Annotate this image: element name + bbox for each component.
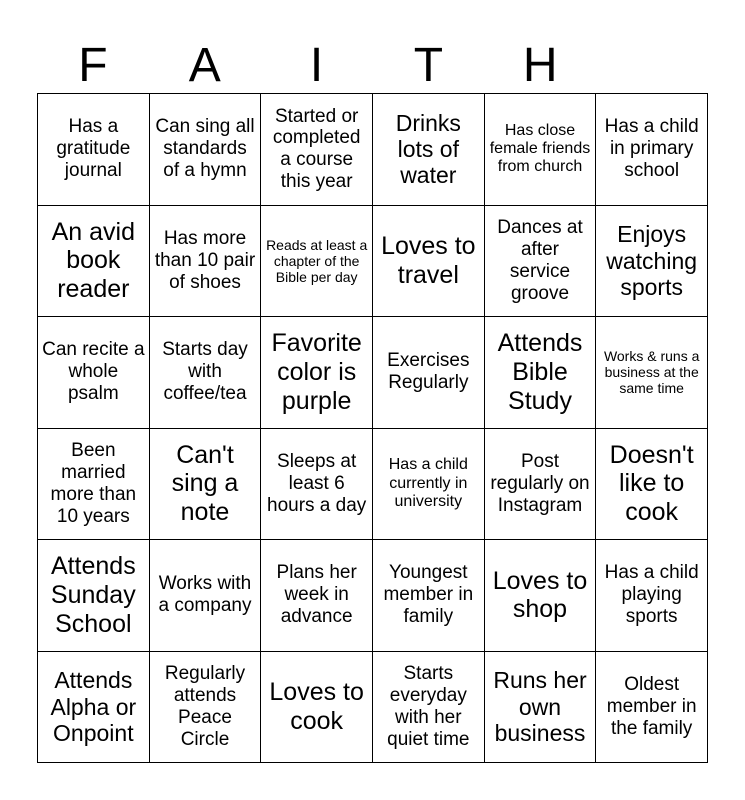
cell-text: Youngest member in family [383, 562, 474, 628]
cell-text: An avid book reader [51, 217, 136, 304]
bingo-cell[interactable] [485, 317, 597, 429]
cell-text: Can sing all standards of a hymn [155, 116, 255, 182]
bingo-cell[interactable] [261, 540, 373, 652]
bingo-cell[interactable] [485, 206, 597, 318]
cell-text: Enjoys watching sports [606, 221, 698, 300]
cell-text: Has more than 10 pair of shoes [154, 227, 256, 293]
bingo-cell[interactable] [261, 94, 373, 206]
cell-text: Runs her own business [493, 667, 587, 746]
bingo-cell[interactable] [38, 652, 150, 764]
cell-text: Attends Alpha or Onpoint [50, 667, 137, 746]
bingo-cell[interactable] [150, 206, 262, 318]
bingo-cell[interactable] [485, 540, 597, 652]
cell-text: Favorite color is purple [271, 329, 362, 415]
cell-text: Has close female friends from church [489, 121, 591, 176]
cell-text: Loves to shop [492, 566, 588, 624]
bingo-cell[interactable] [38, 429, 150, 541]
cell-text: Loves to travel [381, 232, 476, 289]
bingo-cell[interactable] [150, 540, 262, 652]
bingo-board [37, 93, 708, 763]
header-letter-i: I [309, 39, 324, 92]
bingo-header [37, 40, 708, 92]
header-letter-blank [596, 40, 708, 92]
bingo-cell[interactable] [373, 317, 485, 429]
bingo-cell[interactable] [261, 317, 373, 429]
bingo-cell[interactable] [373, 540, 485, 652]
cell-text: Attends Sunday School [50, 552, 136, 638]
cell-text: Dances at after service groove [497, 217, 583, 304]
cell-text: Can't sing a note [171, 440, 239, 527]
cell-text: Starts day with coffee/tea [162, 339, 248, 405]
bingo-cell[interactable] [261, 429, 373, 541]
header-letter-a: A [188, 39, 221, 92]
bingo-cell[interactable] [485, 94, 597, 206]
cell-text: Has a child currently in university [388, 456, 468, 510]
bingo-cell[interactable] [150, 429, 262, 541]
header-letter-h: H [522, 39, 558, 92]
cell-text: Can recite a whole psalm [42, 339, 145, 405]
bingo-cell[interactable] [596, 94, 708, 206]
cell-text: Doesn't like to cook [609, 440, 694, 527]
bingo-cell[interactable] [485, 429, 597, 541]
bingo-cell[interactable] [38, 206, 150, 318]
cell-text: Oldest member in the family [606, 673, 697, 739]
cell-text: Plans her week in advance [276, 562, 357, 628]
cell-text: Regularly attends Peace Circle [164, 663, 246, 750]
bingo-cell[interactable] [373, 429, 485, 541]
bingo-cell[interactable] [485, 652, 597, 764]
cell-text: Has a gratitude journal [56, 116, 131, 182]
bingo-cell[interactable] [150, 652, 262, 764]
bingo-cell[interactable] [596, 652, 708, 764]
bingo-cell[interactable] [261, 206, 373, 318]
bingo-cell[interactable] [596, 206, 708, 318]
cell-text: Been married more than 10 years [50, 440, 137, 527]
bingo-cell[interactable] [373, 94, 485, 206]
header-letter-f: F [78, 39, 108, 92]
cell-text: Works with a company [158, 573, 252, 617]
bingo-cell[interactable] [373, 652, 485, 764]
cell-text: Reads at least a chapter of the Bible per day [266, 236, 368, 285]
bingo-cell[interactable] [596, 540, 708, 652]
bingo-cell[interactable] [38, 540, 150, 652]
cell-text: Exercises Regularly [387, 350, 470, 394]
bingo-cell[interactable] [596, 429, 708, 541]
cell-text: Has a child in primary school [604, 116, 699, 182]
cell-text: Started or completed a course this year [272, 105, 361, 193]
bingo-cell[interactable] [150, 317, 262, 429]
cell-text: Loves to cook [269, 678, 364, 735]
bingo-cell[interactable] [38, 317, 150, 429]
bingo-cell[interactable] [150, 94, 262, 206]
cell-text: Drinks lots of water [395, 109, 461, 189]
cell-text: Post regularly on Instagram [490, 450, 590, 516]
bingo-cell[interactable] [38, 94, 150, 206]
bingo-cell[interactable] [261, 652, 373, 764]
cell-text: Sleeps at least 6 hours a day [267, 450, 367, 516]
cell-text: Has a child playing sports [604, 562, 699, 628]
bingo-cell[interactable] [373, 206, 485, 318]
cell-text: Starts everyday with her quiet time [387, 663, 470, 750]
cell-text: Works & runs a business at the same time [603, 348, 700, 397]
header-letter-t: T [413, 39, 444, 92]
bingo-cell[interactable] [596, 317, 708, 429]
cell-text: Attends Bible Study [497, 329, 583, 415]
